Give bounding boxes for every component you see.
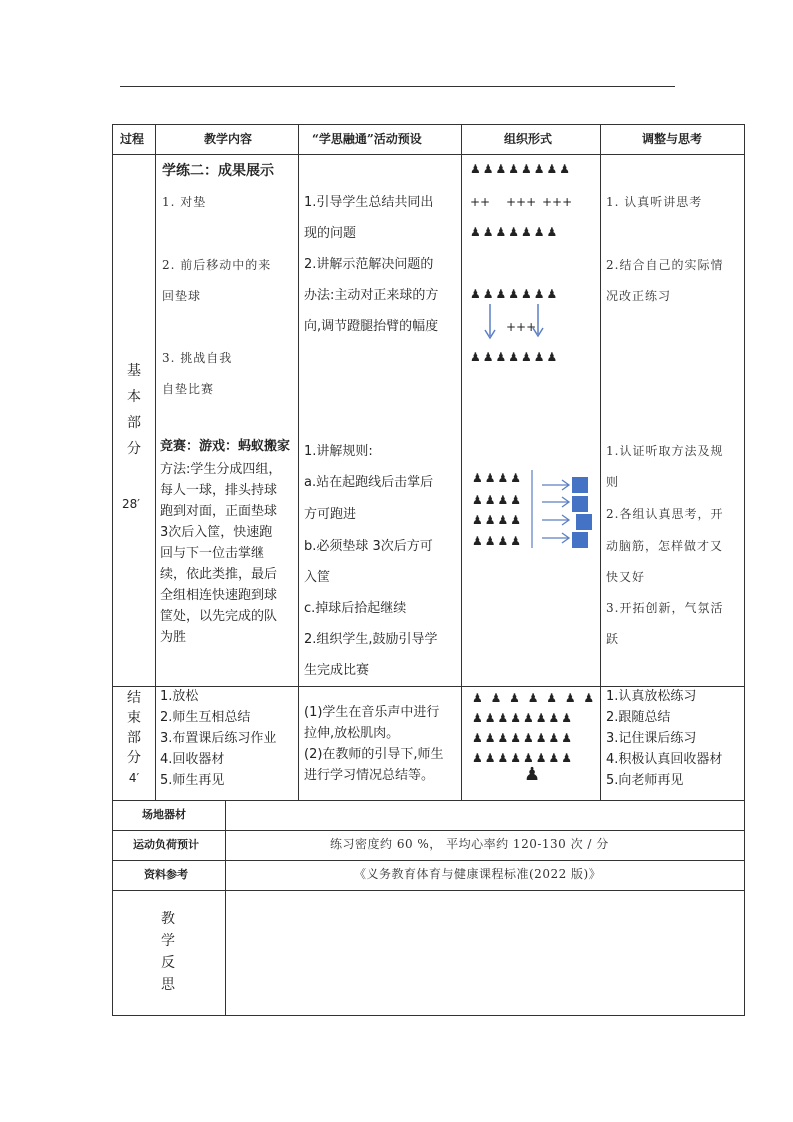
ball-basket-box — [572, 532, 588, 548]
content-item2-line1: 2. 前后移动中的来 — [162, 258, 272, 272]
activity-line: 现的问题 — [304, 226, 357, 241]
reflection-line: 况改正练习 — [606, 289, 672, 303]
reflection-line: 快又好 — [606, 570, 646, 584]
reference-label: 资料参考 — [144, 868, 188, 881]
page-top-rule — [120, 86, 675, 87]
reflection-line: 3.开拓创新，气氛活 — [606, 601, 724, 615]
activity-rule-line: 入筐 — [304, 570, 331, 585]
relay-team-row: ♟♟♟♟ — [472, 493, 524, 507]
reference-value: 《义务教育体育与健康课程标准(2022 版)》 — [354, 867, 602, 881]
ending-activity-line: 进行学习情况总结等。 — [304, 768, 435, 783]
reflection-line: 2.结合自己的实际情 — [606, 258, 724, 272]
formation-plus-row: +++ — [506, 320, 537, 334]
activity-line: 向,调节蹬腿抬臂的幅度 — [304, 319, 439, 334]
basic-section-label: 基 本 部 分 — [127, 363, 141, 457]
game-method-line: 为胜 — [160, 630, 187, 645]
activity-rule-line: 1.讲解规则: — [304, 444, 373, 459]
activity-rule-line: 2.组织学生,鼓励引导学 — [304, 632, 438, 647]
formation-people-row: ♟♟♟♟♟♟♟ — [470, 287, 560, 301]
formation-plus-row: ++ — [470, 195, 491, 209]
game-method-line: 回与下一位击掌继 — [160, 546, 265, 561]
reflection-line: 1.认证听取方法及规 — [606, 444, 724, 458]
game-method-line: 续，依此类推，最后 — [160, 567, 278, 582]
ending-formation-row: ♟♟♟♟♟♟♟♟ — [472, 711, 575, 725]
ending-content-line: 4.回收器材 — [160, 752, 225, 767]
header-process: 过程 — [120, 132, 145, 146]
ending-reflection-line: 2.跟随总结 — [606, 710, 671, 725]
header-activity: “学思融通”活动预设 — [312, 132, 422, 146]
ball-basket-box — [572, 496, 588, 512]
header-content: 教学内容 — [204, 132, 253, 146]
header-reflection: 调整与思考 — [642, 132, 703, 146]
ending-content-line: 1.放松 — [160, 689, 199, 704]
ending-activity-line: (2)在教师的引导下,师生 — [304, 747, 444, 762]
activity-rule-line: 方可跑进 — [304, 507, 357, 522]
ball-basket-box — [572, 477, 588, 493]
teaching-reflection-label: 教 学 反 思 — [161, 911, 175, 993]
activity-line: 办法:主动对正来球的方 — [304, 288, 439, 303]
ending-reflection-line: 5.向老师再见 — [606, 773, 684, 788]
game-method-line: 全组相连快速跑到球 — [160, 588, 278, 603]
reflection-line: 2.各组认真思考，开 — [606, 507, 724, 521]
content-item2-line2: 回垫球 — [162, 289, 202, 303]
ball-basket-box — [576, 514, 592, 530]
ending-formation-row: ♟♟♟♟♟♟♟♟ — [472, 731, 575, 745]
ending-content-line: 2.师生互相总结 — [160, 710, 251, 725]
formation-plus-row: +++ — [542, 195, 573, 209]
ending-reflection-line: 3.记住课后练习 — [606, 731, 697, 746]
game-method-line: 跑到对面，正面垫球 — [160, 504, 278, 519]
relay-team-row: ♟♟♟♟ — [472, 534, 524, 548]
section1-title: 学练二：成果展示 — [162, 163, 274, 179]
game-title: 竞赛：游戏：蚂蚁搬家 — [160, 439, 291, 454]
activity-rule-line: b.必须垫球 3次后方可 — [304, 539, 433, 554]
venue-row-divider — [112, 830, 745, 831]
formation-people-row: ♟♟♟♟♟♟♟ — [470, 225, 560, 239]
ending-formation-row: ♟ ♟ ♟ ♟ ♟ ♟ ♟ — [472, 691, 597, 705]
game-method-line: 筐处，以先完成的队 — [160, 609, 278, 624]
ending-formation-row: ♟♟♟♟♟♟♟♟ — [472, 751, 575, 765]
ending-section-divider — [112, 800, 745, 801]
basic-section-time: 28′ — [122, 497, 140, 511]
activity-line: 1.引导学生总结共同出 — [304, 195, 434, 210]
col-divider-2 — [298, 124, 299, 800]
reflection-line: 则 — [606, 475, 620, 489]
game-method-line: 方法:学生分成四组， — [160, 462, 282, 477]
activity-rule-line: a.站在起跑线后击掌后 — [304, 475, 434, 490]
formation-plus-row: +++ — [506, 195, 537, 209]
relay-arrows-diagram — [528, 468, 573, 552]
reflection-line: 1. 认真听讲思考 — [606, 195, 703, 209]
ending-section-label: 结 束 部 分 4′ — [124, 688, 144, 788]
ending-section-time: 4′ — [128, 771, 140, 785]
ending-reflection-line: 1.认真放松练习 — [606, 689, 697, 704]
ending-reflection-line: 4.积极认真回收器材 — [606, 752, 723, 767]
relay-team-row: ♟♟♟♟ — [472, 471, 524, 485]
col-divider-1 — [155, 124, 156, 800]
formation-people-row: ♟♟♟♟♟♟♟♟ — [470, 162, 573, 176]
content-item3-line1: 3. 挑战自我 — [162, 351, 233, 365]
content-item1: 1. 对垫 — [162, 195, 207, 209]
load-value: 练习密度约 60 %， 平均心率约 120-130 次 / 分 — [330, 837, 609, 851]
venue-label: 场地器材 — [142, 808, 186, 821]
activity-line: 2.讲解示范解决问题的 — [304, 257, 434, 272]
load-label: 运动负荷预计 — [133, 838, 199, 851]
teacher-figure: ♟ — [524, 764, 543, 785]
ending-activity-line: 拉伸,放松肌肉。 — [304, 726, 400, 741]
activity-rule-line: c.掉球后拾起继续 — [304, 601, 407, 616]
ending-content-line: 5.师生再见 — [160, 773, 225, 788]
ending-content-line: 3.布置课后练习作业 — [160, 731, 277, 746]
reference-row-divider — [112, 890, 745, 891]
reflection-line: 跃 — [606, 632, 620, 646]
activity-rule-line: 生完成比赛 — [304, 663, 370, 678]
header-divider — [112, 154, 745, 155]
ending-activity-line: (1)学生在音乐声中进行 — [304, 705, 440, 720]
col-divider-4 — [600, 124, 601, 800]
formation-people-row: ♟♟♟♟♟♟♟ — [470, 350, 560, 364]
bottom-label-divider — [225, 800, 226, 1016]
reflection-line: 动脑筋，怎样做才又 — [606, 539, 724, 553]
content-item3-line2: 自垫比赛 — [162, 382, 215, 396]
basic-section-divider — [112, 686, 745, 687]
col-divider-3 — [461, 124, 462, 800]
game-method-line: 每人一球，排头持球 — [160, 483, 278, 498]
load-row-divider — [112, 860, 745, 861]
relay-team-row: ♟♟♟♟ — [472, 513, 524, 527]
header-organization: 组织形式 — [504, 132, 553, 146]
game-method-line: 3次后入筐，快速跑 — [160, 525, 273, 540]
